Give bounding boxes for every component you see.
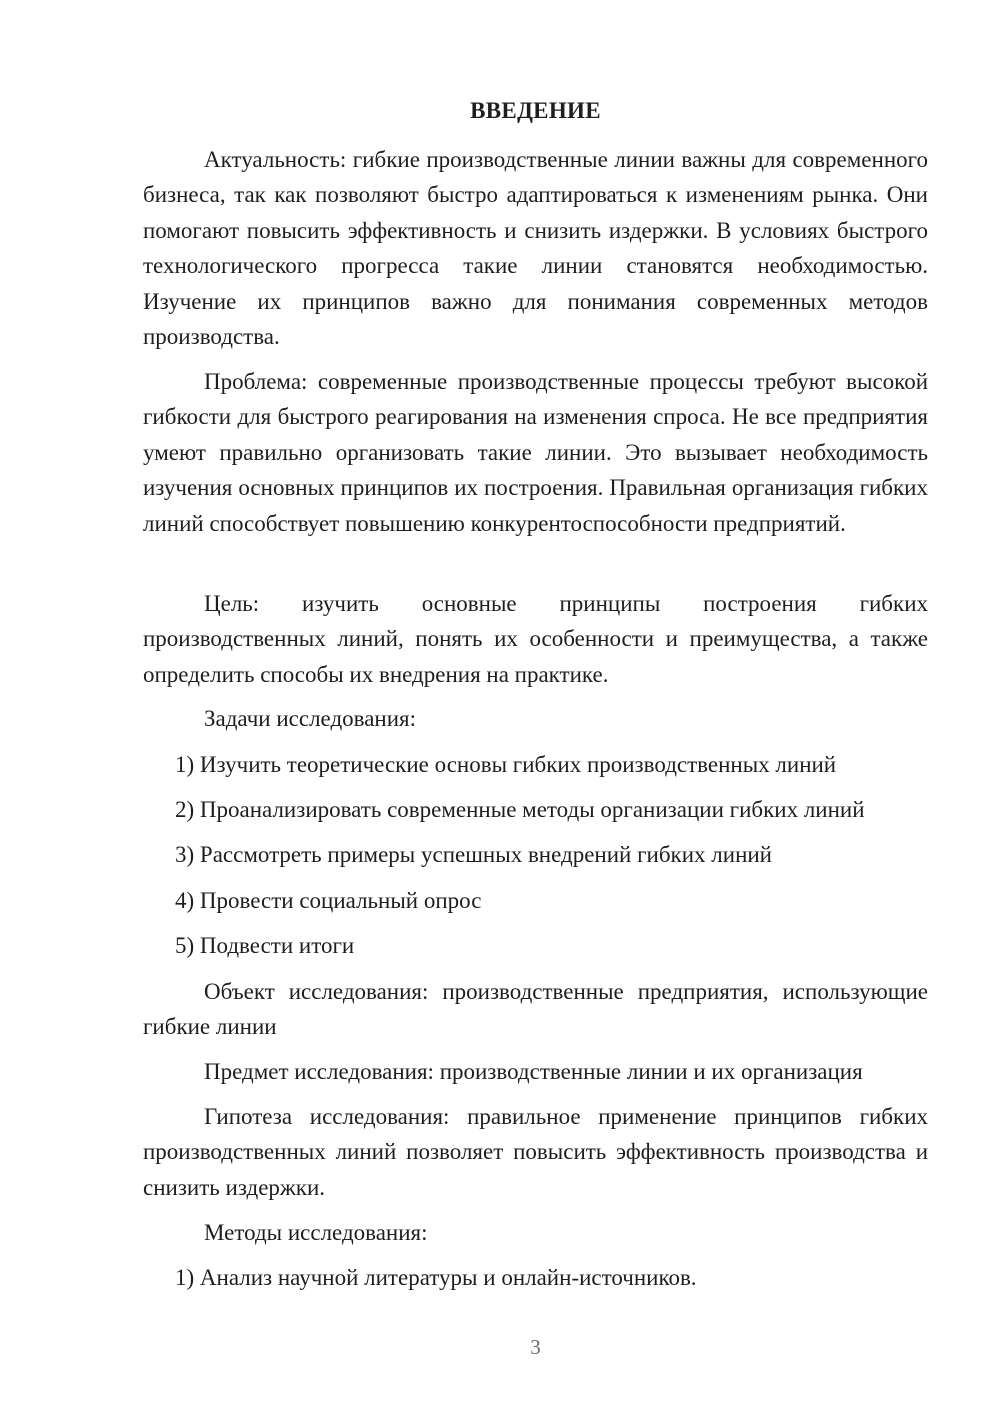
task-item-5: 5) Подвести итоги: [175, 933, 355, 958]
task-item-1: 1) Изучить теоретические основы гибких производственных линий: [175, 752, 837, 777]
paragraph-object: Объект исследования: производственные предприятия, использующие гибкие линии: [143, 979, 928, 1040]
task-item-3: 3) Рассмотреть примеры успешных внедрений гибких линий: [175, 842, 772, 867]
method-item-1: 1) Анализ научной литературы и онлайн-источников.: [175, 1265, 697, 1290]
paragraph-goal: Цель: изучить основные принципы построения гибких производственных линий, понять их особенности и преимущества, а также определить способы их внедрения на практике.: [143, 591, 928, 687]
tasks-title: Задачи исследования:: [204, 706, 417, 731]
paragraph-hypothesis: Гипотеза исследования: правильное применение принципов гибких производственных линий позволяет повысить эффективность производства и снизить издержки.: [143, 1104, 928, 1200]
task-item-2: 2) Проанализировать современные методы организации гибких линий: [175, 797, 865, 822]
task-item-4: 4) Провести социальный опрос: [175, 888, 482, 913]
methods-title: Методы исследования:: [204, 1220, 428, 1245]
paragraph-relevance: Актуальность: гибкие производственные линии важны для современного бизнеса, так как позволяют быстро адаптироваться к изменениям рынка. Они помогают повысить эффективность и снизить издержки. В условиях быстрого технологического прогресса такие линии становятся необходимостью. Изучение их принципов важно для понимания современных методов производства.: [143, 147, 928, 350]
paragraph-problem: Проблема: современные производственные процессы требуют высокой гибкости для быстрого реагирования на изменения спроса. Не все предприятия умеют правильно организовать такие линии. Это вызывает необходимость изучения основных принципов их построения. Правильная организация гибких линий способствует повышению конкурентоспособности предприятий.: [143, 369, 928, 536]
section-heading: ВВЕДЕНИЕ: [470, 98, 601, 123]
document-page: [143, 0, 928, 1414]
paragraph-subject: Предмет исследования: производственные линии и их организация: [204, 1059, 863, 1084]
page-number: 3: [530, 1335, 541, 1359]
